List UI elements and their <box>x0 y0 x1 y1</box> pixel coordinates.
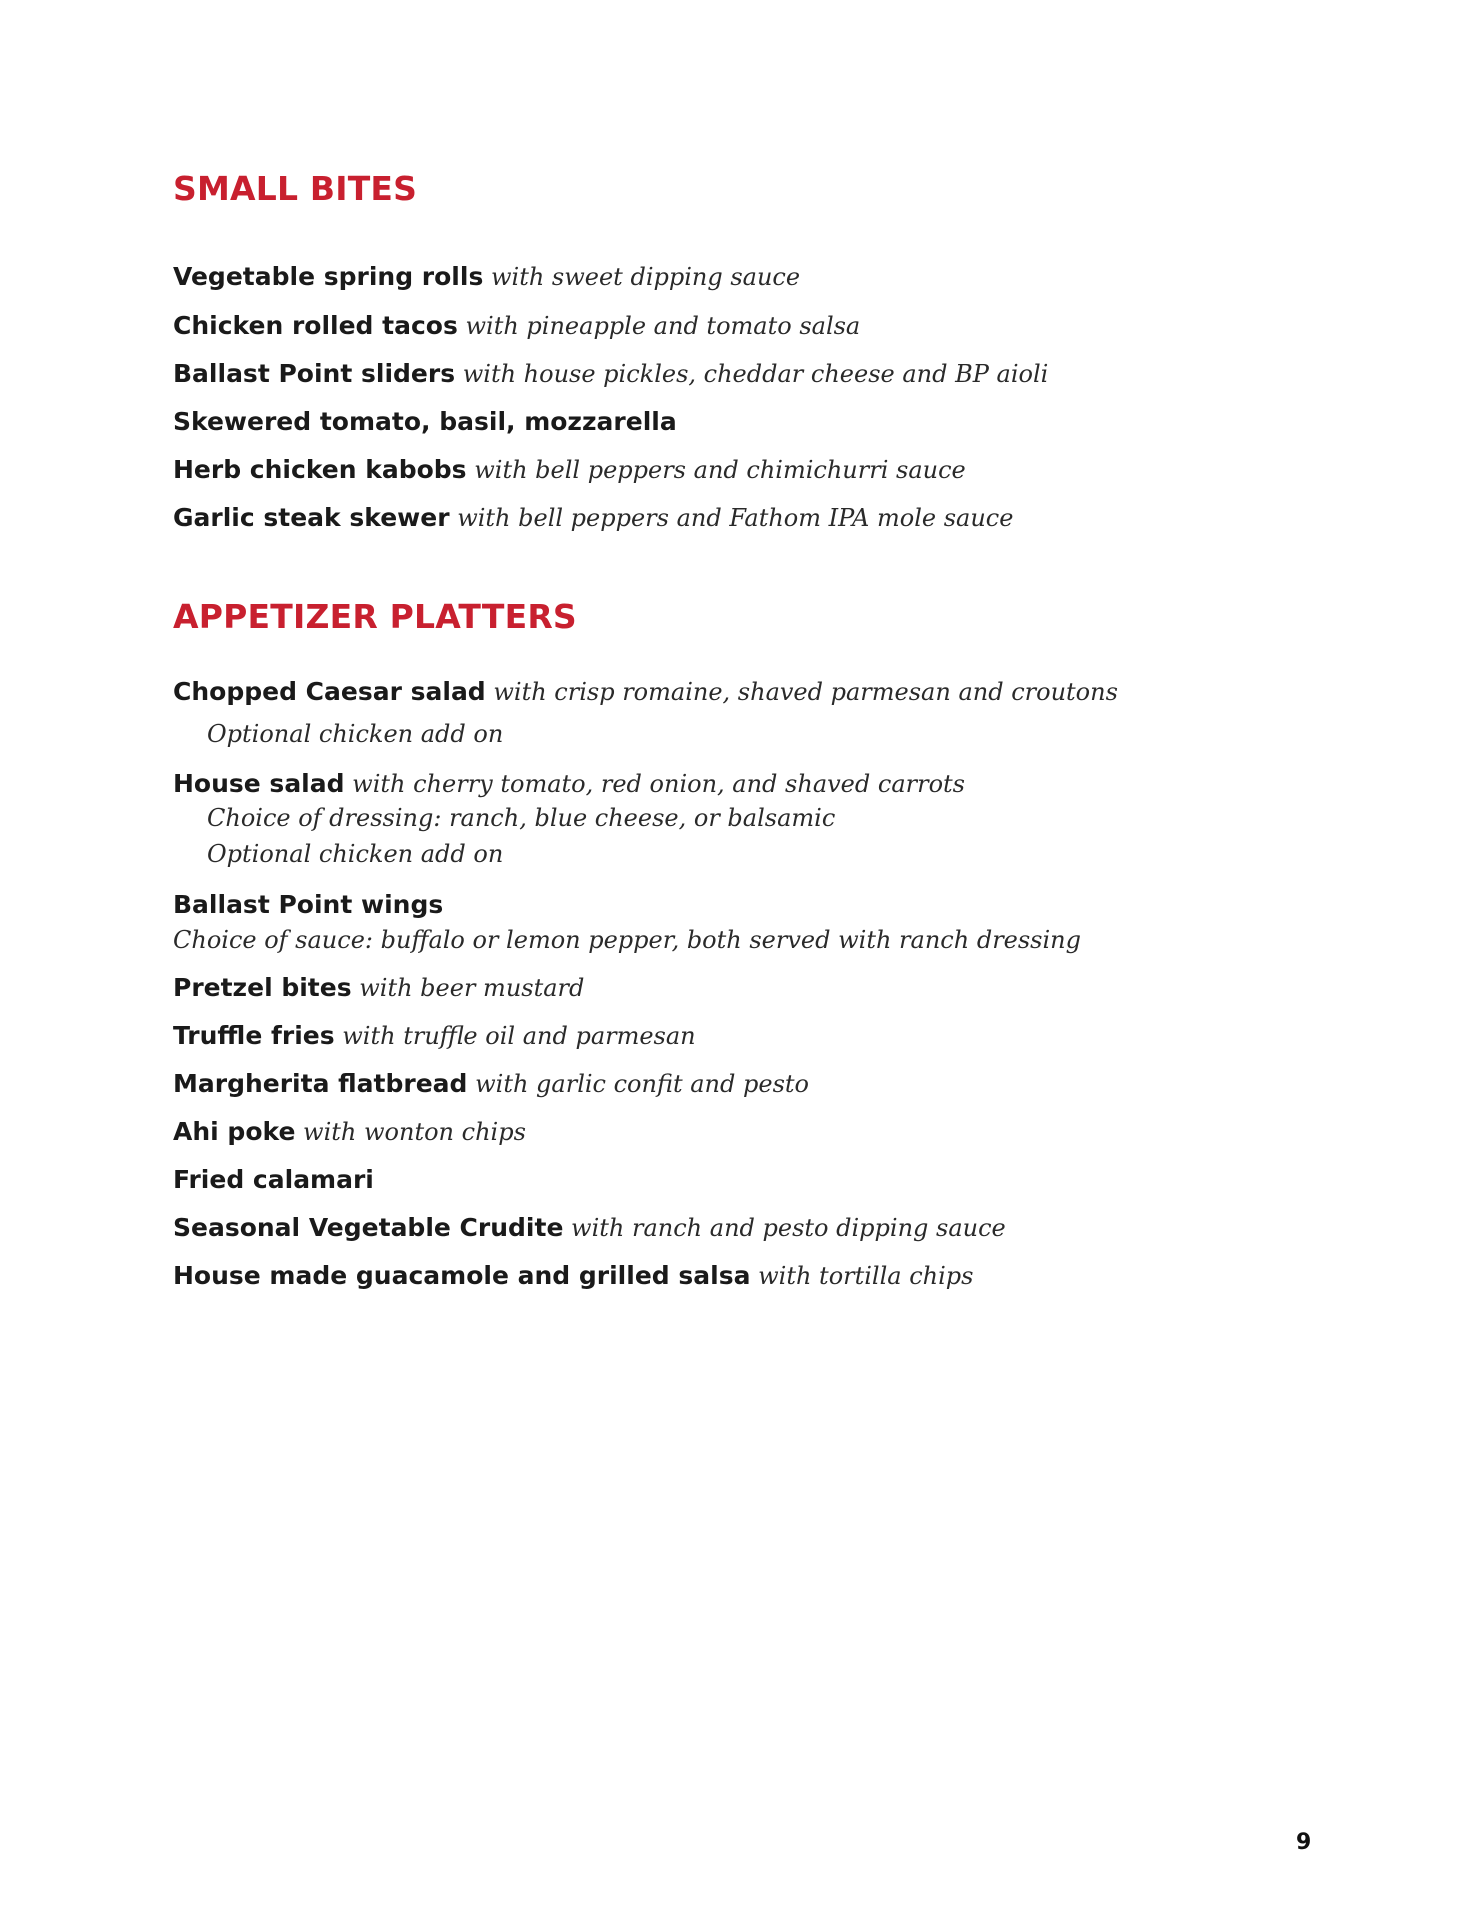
section-title-small-bites: SMALL BITES <box>173 169 418 208</box>
item-name: Truffle fries <box>173 1021 335 1050</box>
item-description: with bell peppers and Fathom IPA mole sauce <box>457 504 1014 532</box>
item-name: Ballast Point wings <box>173 890 444 919</box>
menu-item <box>173 313 860 338</box>
item-name: Fried calamari <box>173 1165 374 1194</box>
item-note-text: Choice of dressing: ranch, blue cheese, or balsamic <box>207 804 836 832</box>
menu-item <box>173 1167 374 1192</box>
item-name: Seasonal Vegetable Crudite <box>173 1213 564 1242</box>
item-name: Chicken rolled tacos <box>173 311 458 340</box>
menu-item <box>173 1119 526 1144</box>
item-name: Chopped Caesar salad <box>173 677 486 706</box>
menu-item <box>173 264 800 289</box>
item-note-text: Optional chicken add on <box>207 720 504 748</box>
menu-item <box>173 1263 973 1288</box>
item-name: Herb chicken kabobs <box>173 455 467 484</box>
item-name: House salad <box>173 769 345 798</box>
menu-item <box>173 1023 696 1048</box>
item-description: with bell peppers and chimichurri sauce <box>474 456 966 484</box>
item-description: with pineapple and tomato salsa <box>465 312 861 340</box>
item-description: with cherry tomato, red onion, and shaved carrots <box>352 770 965 798</box>
item-description: with crisp romaine, shaved parmesan and croutons <box>493 678 1118 706</box>
item-name: Skewered tomato, basil, mozzarella <box>173 407 677 436</box>
item-name: Margherita flatbread <box>173 1069 468 1098</box>
menu-item <box>173 505 1013 530</box>
item-note-text: Choice of sauce: buffalo or lemon pepper, both served with ranch dressing <box>173 926 1081 954</box>
item-name: Pretzel bites <box>173 973 352 1002</box>
menu-item <box>173 1071 809 1096</box>
menu-item <box>173 361 1048 386</box>
menu-item <box>173 771 965 796</box>
item-name: Garlic steak skewer <box>173 503 450 532</box>
page-number: 9 <box>1296 1830 1312 1855</box>
item-description: with tortilla chips <box>758 1262 974 1290</box>
menu-item <box>173 679 1118 704</box>
menu-item <box>173 409 677 434</box>
item-name: Ahi poke <box>173 1117 296 1146</box>
section-title-appetizer-platters: APPETIZER PLATTERS <box>173 597 577 636</box>
item-name: Ballast Point sliders <box>173 359 456 388</box>
item-note <box>207 806 835 830</box>
item-note <box>173 928 1081 952</box>
item-description: with beer mustard <box>359 974 585 1002</box>
item-description: with ranch and pesto dipping sauce <box>571 1214 1006 1242</box>
item-description: with sweet dipping sauce <box>490 263 801 291</box>
menu-item <box>173 975 584 1000</box>
item-note <box>207 722 503 746</box>
item-name: Vegetable spring rolls <box>173 262 484 291</box>
item-description: with wonton chips <box>303 1118 526 1146</box>
item-note-text: Optional chicken add on <box>207 840 504 868</box>
item-description: with house pickles, cheddar cheese and BP aioli <box>462 360 1049 388</box>
menu-item <box>173 457 966 482</box>
menu-item <box>173 892 443 917</box>
item-name: House made guacamole and grilled salsa <box>173 1261 751 1290</box>
item-note <box>207 842 503 866</box>
menu-item <box>173 1215 1006 1240</box>
item-description: with garlic confit and pesto <box>475 1070 809 1098</box>
item-description: with truffle oil and parmesan <box>342 1022 696 1050</box>
